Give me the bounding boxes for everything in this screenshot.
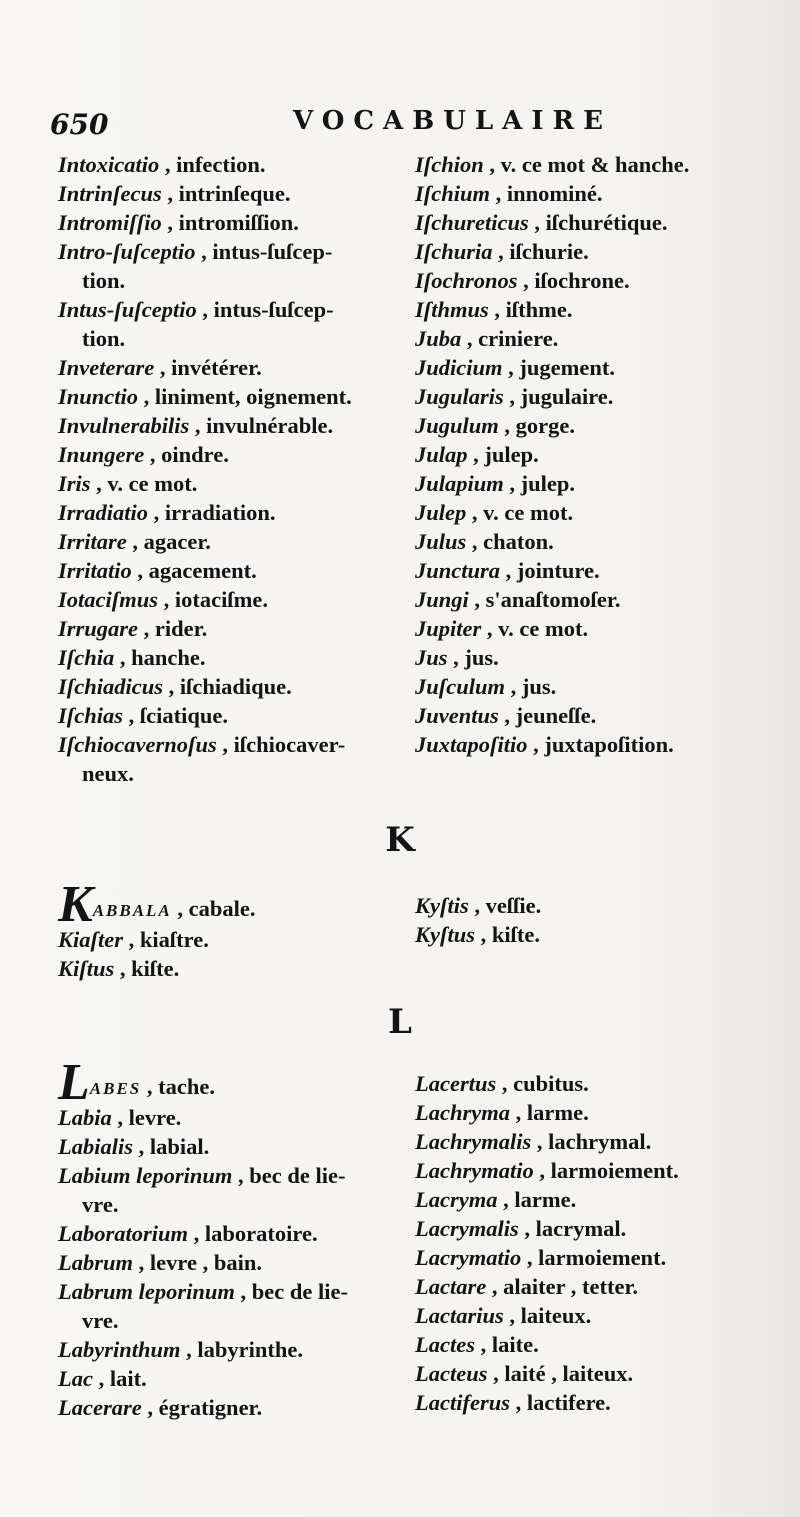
page-number: 650 xyxy=(50,108,109,141)
entry-term: Iſchia xyxy=(58,645,115,670)
entry-continuation xyxy=(58,266,403,295)
dictionary-entry xyxy=(58,1219,403,1248)
dictionary-entry xyxy=(415,1069,755,1098)
entry-definition: , intromiſſion. xyxy=(161,210,299,235)
entry-definition: , larmoiement. xyxy=(533,1158,679,1183)
section-k-left-entries xyxy=(58,925,403,983)
entry-definition: , iſchiadique. xyxy=(163,674,292,699)
entry-term: Lachrymatio xyxy=(415,1158,534,1183)
entry-definition: , ſciatique. xyxy=(123,703,229,728)
entry-term: Iotaciſmus xyxy=(58,587,159,612)
entry-definition: , alaiter , tetter. xyxy=(486,1274,639,1299)
entry-term: Irritatio xyxy=(58,558,132,583)
entry-definition: , iotaciſme. xyxy=(158,587,268,612)
entry-definition: , cubitus. xyxy=(496,1071,589,1096)
entry-term: Iſchiocavernoſus xyxy=(58,732,217,757)
entry-definition: , invétérer. xyxy=(154,355,262,380)
entry-continuation xyxy=(58,324,403,353)
entry-definition: , iſchiocaver- xyxy=(216,732,346,757)
entry-definition: , jus. xyxy=(447,645,499,670)
entry-definition: , cabale. xyxy=(171,896,256,921)
section-l-right-column xyxy=(415,1069,755,1417)
dictionary-entry xyxy=(415,585,755,614)
entry-continuation xyxy=(58,1306,403,1335)
entry-term: Jupiter xyxy=(415,616,482,641)
page-header xyxy=(50,102,750,142)
entry-definition: , laité , laiteux. xyxy=(487,1361,634,1386)
entry-definition: , labial. xyxy=(133,1134,210,1159)
dictionary-entry xyxy=(415,1098,755,1127)
entry-term: Judicium xyxy=(415,355,503,380)
dictionary-entry xyxy=(58,179,403,208)
entry-continuation xyxy=(58,1190,403,1219)
entry-definition: , iſochrone. xyxy=(517,268,630,293)
dictionary-entry xyxy=(415,730,755,759)
entry-term: Laboratorium xyxy=(58,1221,189,1246)
entry-definition: , laiteux. xyxy=(503,1303,592,1328)
entry-term: Intromiſſio xyxy=(58,210,162,235)
entry-term: Intoxicatio xyxy=(58,152,160,177)
section-letter-k: K xyxy=(385,820,415,860)
entry-term: Intus-ſuſceptio xyxy=(58,297,197,322)
entry-definition: , kiſte. xyxy=(475,922,541,947)
entry-term: Juba xyxy=(415,326,462,351)
dictionary-entry xyxy=(58,556,403,585)
dictionary-entry xyxy=(58,440,403,469)
entry-definition: , lachrymal. xyxy=(531,1129,652,1154)
entry-definition: , iſchurétique. xyxy=(528,210,668,235)
entry-definition: , jugulaire. xyxy=(503,384,614,409)
dictionary-entry xyxy=(415,556,755,585)
dictionary-entry xyxy=(58,701,403,730)
entry-term: Intrinſecus xyxy=(58,181,162,206)
entry-definition: , v. ce mot. xyxy=(466,500,574,525)
dictionary-entry xyxy=(415,237,755,266)
entry-definition: , bec de lie- xyxy=(232,1163,346,1188)
entry-term: Labia xyxy=(58,1105,112,1130)
dictionary-entry xyxy=(58,1393,403,1422)
entry-definition: , invulnérable. xyxy=(189,413,334,438)
entry-definition: , julep. xyxy=(467,442,539,467)
entry-term: Julap xyxy=(415,442,468,467)
entry-definition: , kiaſtre. xyxy=(123,927,209,952)
entry-definition: , criniere. xyxy=(461,326,559,351)
entry-definition: , iſchurie. xyxy=(492,239,589,264)
entry-term: Kyſtis xyxy=(415,893,469,918)
dictionary-entry xyxy=(415,1214,755,1243)
dictionary-entry xyxy=(58,1364,403,1393)
dictionary-entry xyxy=(58,925,403,954)
section-letter-l: L xyxy=(388,1002,412,1042)
entry-definition: , bec de lie- xyxy=(234,1279,349,1304)
section-k-left-column xyxy=(58,876,403,983)
entry-definition: , chaton. xyxy=(466,529,554,554)
dictionary-entry xyxy=(58,1248,403,1277)
entry-term: Irrugare xyxy=(58,616,139,641)
entry-term: Kiſtus xyxy=(58,956,115,981)
entry-definition: , v. ce mot. xyxy=(481,616,589,641)
entry-definition: , lait. xyxy=(92,1366,147,1391)
entry-definition: , jugement. xyxy=(502,355,616,380)
entry-term: Iſchias xyxy=(58,703,124,728)
dictionary-entry xyxy=(58,643,403,672)
entry-term: Intro-ſuſceptio xyxy=(58,239,196,264)
entry-term: Lactiferus xyxy=(415,1390,510,1415)
dictionary-entry xyxy=(415,1243,755,1272)
dictionary-entry xyxy=(58,585,403,614)
entry-term: Irritare xyxy=(58,529,127,554)
entry-term: Iſchureticus xyxy=(415,210,529,235)
entry-definition: , hanche. xyxy=(114,645,206,670)
entry-term: Lac xyxy=(58,1366,93,1391)
entry-definition: , v. ce mot & hanche. xyxy=(483,152,690,177)
dictionary-entry xyxy=(415,208,755,237)
entry-term: Labialis xyxy=(58,1134,134,1159)
dictionary-entry xyxy=(58,954,403,983)
dictionary-entry xyxy=(415,891,755,920)
dictionary-entry xyxy=(58,469,403,498)
entry-term: Iſchium xyxy=(415,181,491,206)
dictionary-entry xyxy=(58,411,403,440)
dictionary-entry xyxy=(415,1272,755,1301)
section-l-left-column xyxy=(58,1054,403,1422)
entry-definition: , juxtapoſition. xyxy=(527,732,674,757)
entry-definition: , rider. xyxy=(138,616,208,641)
entry-term: Iſthmus xyxy=(415,297,489,322)
entry-term: Julapium xyxy=(415,471,504,496)
entry-term: Labrum xyxy=(58,1250,134,1275)
dictionary-entry xyxy=(415,1359,755,1388)
running-title: VOCABULAIRE xyxy=(293,106,612,136)
entry-definition: , intus-ſuſcep- xyxy=(196,297,334,322)
entry-definition: , veſſie. xyxy=(468,893,542,918)
entry-definition: , kiſte. xyxy=(114,956,180,981)
entry-definition: tion. xyxy=(82,268,126,293)
entry-definition: , oindre. xyxy=(144,442,229,467)
dictionary-entry xyxy=(415,440,755,469)
dictionary-entry xyxy=(415,324,755,353)
entry-term: Iris xyxy=(58,471,91,496)
dictionary-entry xyxy=(58,1103,403,1132)
dictionary-entry xyxy=(415,1301,755,1330)
entry-definition: , levre. xyxy=(111,1105,182,1130)
entry-term: Lacryma xyxy=(415,1187,498,1212)
entry-term: Lactare xyxy=(415,1274,487,1299)
entry-definition: , v. ce mot. xyxy=(90,471,198,496)
dictionary-entry xyxy=(415,353,755,382)
entry-term: Lacteus xyxy=(415,1361,488,1386)
entry-term: Jungi xyxy=(415,587,469,612)
entry-definition: , jus. xyxy=(505,674,557,699)
entry-definition: , s'anaſtomoſer. xyxy=(468,587,621,612)
entry-term: Jugularis xyxy=(415,384,504,409)
dictionary-entry xyxy=(415,266,755,295)
dictionary-entry xyxy=(58,1132,403,1161)
dictionary-entry xyxy=(415,701,755,730)
entry-definition: , irradiation. xyxy=(148,500,276,525)
entry-first-l xyxy=(58,1054,403,1111)
dictionary-entry xyxy=(415,1388,755,1417)
dictionary-entry xyxy=(415,498,755,527)
dictionary-entry xyxy=(415,469,755,498)
section-l-left-entries xyxy=(58,1103,403,1422)
entry-term: Inveterare xyxy=(58,355,155,380)
dictionary-entry xyxy=(415,411,755,440)
entry-definition: , levre , bain. xyxy=(133,1250,262,1275)
dictionary-entry xyxy=(415,295,755,324)
dictionary-entry xyxy=(415,179,755,208)
entry-definition: , gorge. xyxy=(498,413,576,438)
dictionary-entry xyxy=(415,1156,755,1185)
entry-term: Jugulum xyxy=(415,413,499,438)
dictionary-entry xyxy=(58,527,403,556)
entry-term: Inunctio xyxy=(58,384,139,409)
first-term-rest: ABBALA xyxy=(92,901,172,920)
entry-definition: , lactifere. xyxy=(510,1390,611,1415)
entry-term: Invulnerabilis xyxy=(58,413,190,438)
dictionary-entry xyxy=(415,1127,755,1156)
entry-definition: , laite. xyxy=(474,1332,539,1357)
dictionary-entry xyxy=(58,237,403,266)
entry-definition: , tache. xyxy=(141,1074,215,1099)
entry-definition: , infection. xyxy=(159,152,266,177)
initial-k: K xyxy=(58,876,93,933)
entry-definition: , agacer. xyxy=(126,529,211,554)
entry-definition: , larme. xyxy=(497,1187,577,1212)
dictionary-entry xyxy=(415,1185,755,1214)
entry-term: Iſochronos xyxy=(415,268,518,293)
entry-definition: , lacrymal. xyxy=(518,1216,627,1241)
entry-term: Lactarius xyxy=(415,1303,504,1328)
entry-definition: , larme. xyxy=(510,1100,589,1125)
dictionary-entry xyxy=(58,730,403,759)
first-term-rest: ABES xyxy=(89,1079,142,1098)
section-i-right-column xyxy=(415,150,755,759)
entry-term: Lachrymalis xyxy=(415,1129,532,1154)
entry-definition: tion. xyxy=(82,326,126,351)
entry-definition: , larmoiement. xyxy=(521,1245,667,1270)
entry-continuation xyxy=(58,759,403,788)
dictionary-entry xyxy=(58,672,403,701)
section-i-left-column xyxy=(58,150,403,788)
entry-definition: , agacement. xyxy=(131,558,257,583)
entry-term: Irradiatio xyxy=(58,500,149,525)
entry-term: Lacertus xyxy=(415,1071,497,1096)
entry-definition: , innominé. xyxy=(490,181,603,206)
entry-term: Iſchion xyxy=(415,152,484,177)
entry-term: Lacerare xyxy=(58,1395,142,1420)
entry-term: Lachryma xyxy=(415,1100,510,1125)
entry-definition: , intus-ſuſcep- xyxy=(195,239,333,264)
dictionary-entry xyxy=(415,527,755,556)
entry-term: Labrum leporinum xyxy=(58,1279,235,1304)
dictionary-entry xyxy=(415,614,755,643)
dictionary-entry xyxy=(58,1277,403,1306)
entry-term: Junctura xyxy=(415,558,501,583)
entry-term: Iſchuria xyxy=(415,239,493,264)
entry-term: Julus xyxy=(415,529,467,554)
dictionary-entry xyxy=(415,382,755,411)
entry-first-k xyxy=(58,876,403,933)
dictionary-entry xyxy=(58,150,403,179)
entry-term: Julep xyxy=(415,500,467,525)
dictionary-entry xyxy=(58,614,403,643)
entry-term: Lactes xyxy=(415,1332,475,1357)
dictionary-entry xyxy=(58,382,403,411)
entry-term: Jus xyxy=(415,645,448,670)
entry-term: Labyrinthum xyxy=(58,1337,181,1362)
entry-definition: , laboratoire. xyxy=(188,1221,318,1246)
dictionary-entry xyxy=(415,920,755,949)
entry-definition: , jointure. xyxy=(500,558,600,583)
initial-l: L xyxy=(58,1054,90,1111)
entry-definition: neux. xyxy=(82,761,134,786)
entry-definition: , intrinſeque. xyxy=(161,181,291,206)
dictionary-entry xyxy=(415,1330,755,1359)
entry-definition: , iſthme. xyxy=(488,297,573,322)
dictionary-entry xyxy=(58,208,403,237)
dictionary-entry xyxy=(58,353,403,382)
entry-definition: , julep. xyxy=(503,471,576,496)
dictionary-entry xyxy=(58,1335,403,1364)
dictionary-entry xyxy=(58,498,403,527)
entry-term: Lacrymatio xyxy=(415,1245,522,1270)
entry-definition: , égratigner. xyxy=(141,1395,263,1420)
dictionary-entry xyxy=(415,672,755,701)
entry-definition: , labyrinthe. xyxy=(180,1337,304,1362)
entry-term: Juventus xyxy=(415,703,499,728)
dictionary-entry xyxy=(415,150,755,179)
entry-definition: , liniment, oignement. xyxy=(138,384,352,409)
dictionary-entry xyxy=(58,1161,403,1190)
dictionary-entry xyxy=(415,643,755,672)
entry-term: Kyſtus xyxy=(415,922,476,947)
entry-term: Lacrymalis xyxy=(415,1216,519,1241)
entry-term: Inungere xyxy=(58,442,145,467)
section-k-right-column xyxy=(415,891,755,949)
entry-definition: vre. xyxy=(82,1192,119,1217)
entry-term: Labium leporinum xyxy=(58,1163,233,1188)
entry-term: Kiaſter xyxy=(58,927,123,952)
entry-term: Juſculum xyxy=(415,674,506,699)
entry-term: Juxtapoſitio xyxy=(415,732,528,757)
dictionary-entry xyxy=(58,295,403,324)
entry-definition: , jeuneſſe. xyxy=(498,703,597,728)
entry-definition: vre. xyxy=(82,1308,119,1333)
entry-term: Iſchiadicus xyxy=(58,674,164,699)
